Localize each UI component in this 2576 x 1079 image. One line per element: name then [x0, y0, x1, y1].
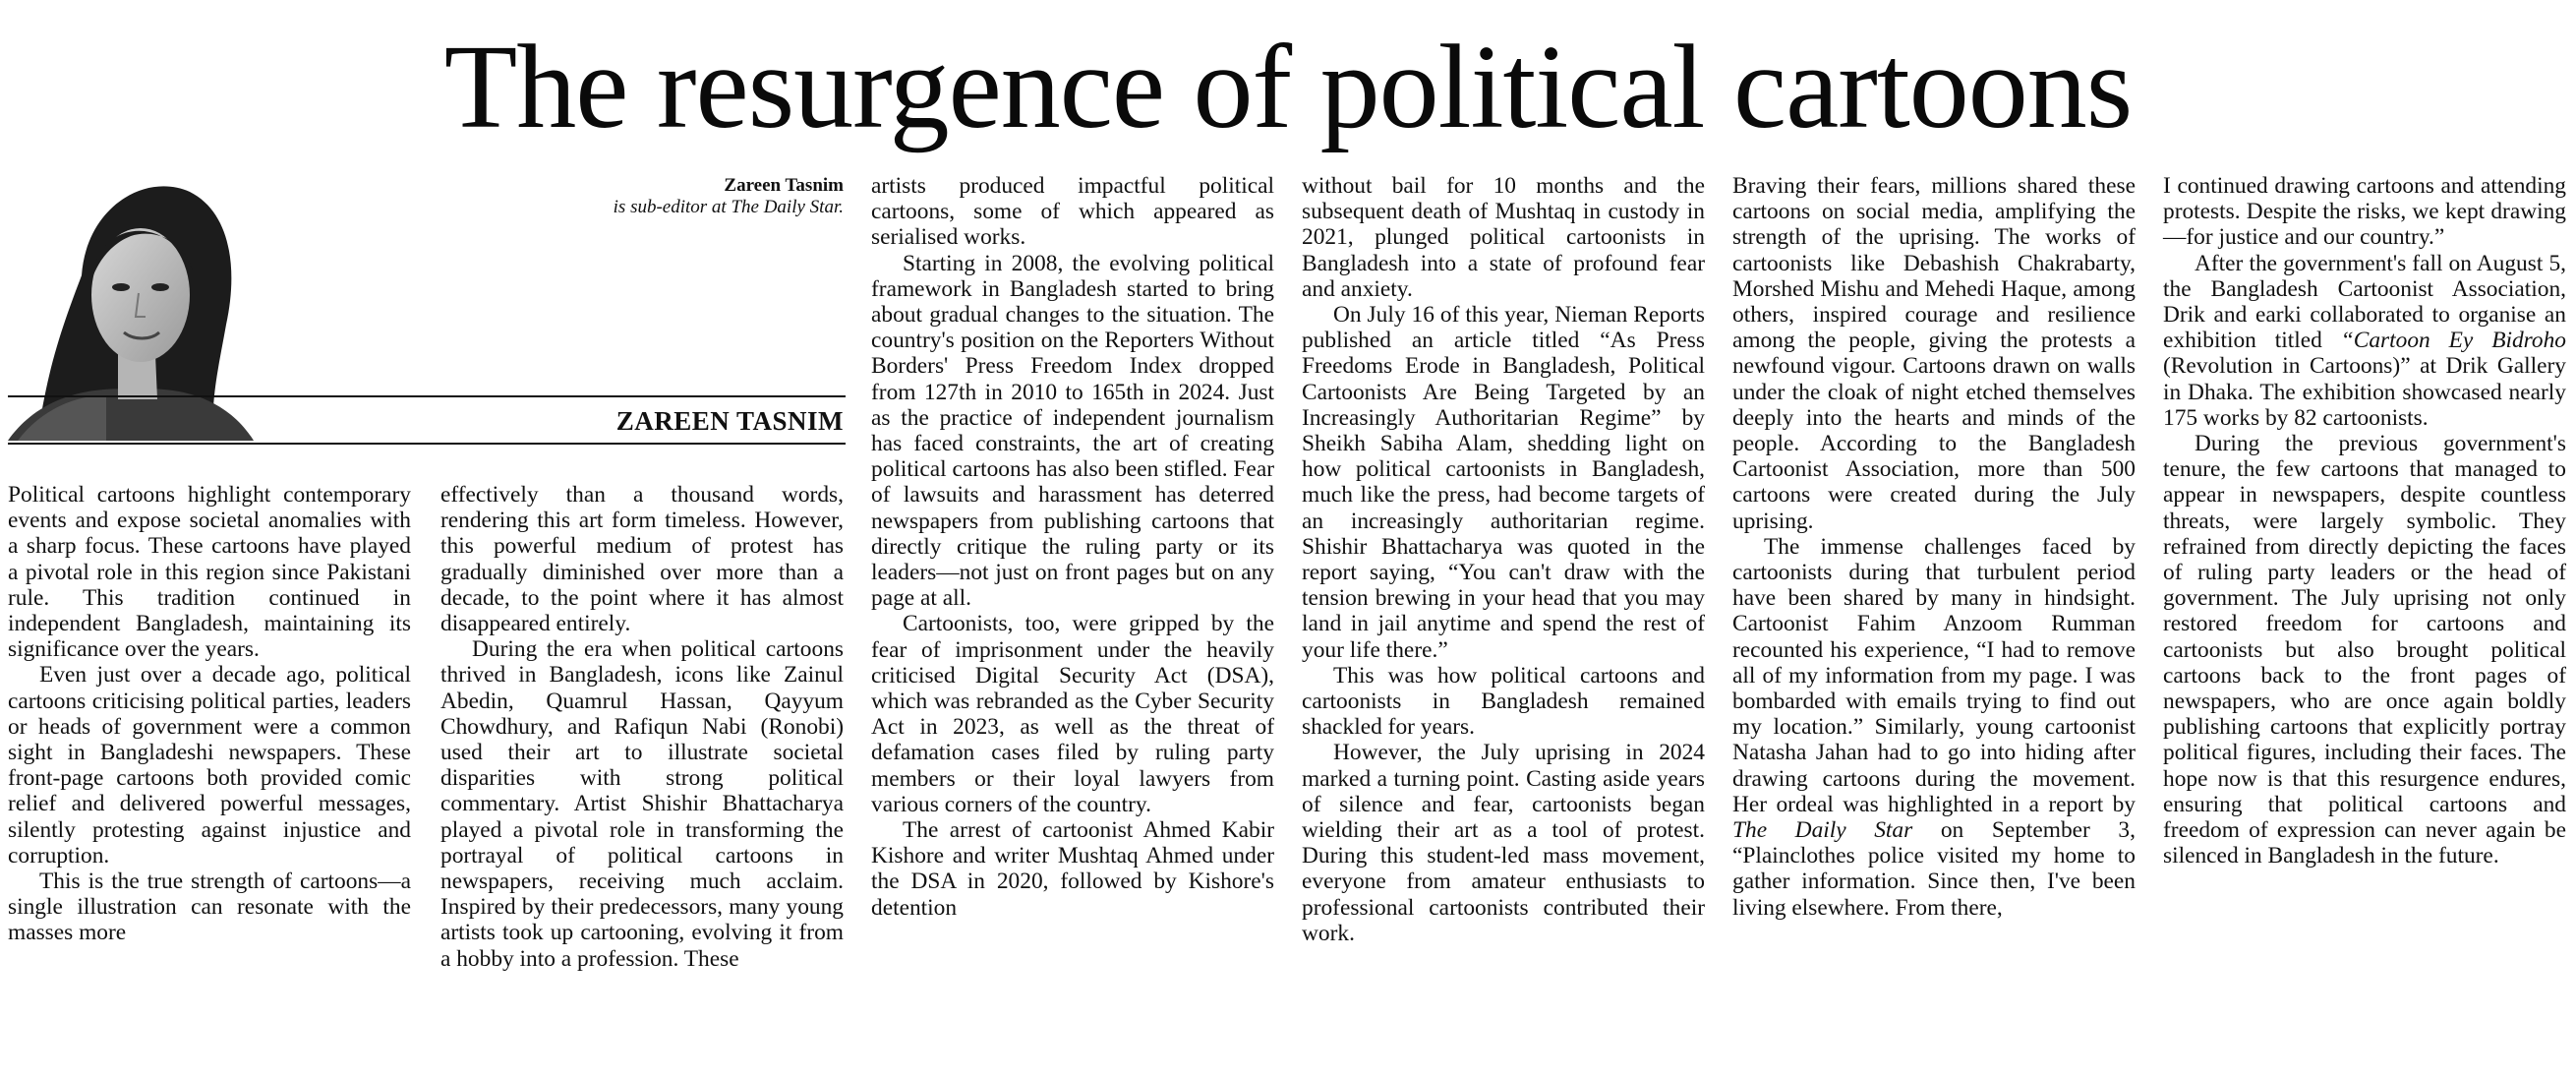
paragraph: During the previous government's tenure, the few cartoons that managed to appear in newspapers, despite countless threats, were largely symbolic. They refrained from directly depicting the faces of ruling party leaders or the head of government. The July uprising not only restored freedom for cartoons and cartoonists but also brought political cartoons back to the front pages of newspapers, who are once again boldly publishing cartoons that explicitly portray political figures, including their faces. The hope now is that this resurgence endures, ensuring that political cartoons and freedom of expression can never again be silenced in Bangladesh in the future.: [2163, 431, 2566, 869]
paragraph: without bail for 10 months and the subsequent death of Mushtaq in custody in 2021, plunged political cartoonists in Bangladesh into a state of profound fear and anxiety.: [1302, 173, 1705, 302]
paragraph: artists produced impactful political cartoons, some of which appeared as serialised works.: [871, 173, 1274, 251]
paragraph: Cartoonists, too, were gripped by the fear of imprisonment under the heavily criticised Digital Security Act (DSA), which was rebranded as the Cyber Security Act in 2023, as well as the threat of defamation cases filed by ruling party members or their loyal lawyers from various corners of the country.: [871, 611, 1274, 817]
paragraph: Political cartoons highlight contemporary events and expose societal anomalies with a sharp focus. These cartoons have played a pivotal role in this region since Pakistani rule. This tradition continued in independent Bangladesh, maintaining its significance over the years.: [8, 482, 411, 663]
paragraph: Starting in 2008, the evolving political framework in Bangladesh started to bring about gradual changes to the situation. The country's position on the Reporters Without Borders' Press Freedom Index dropped from 127th in 2010 to 165th in 2024. Just as the practice of independent journalism has faced constraints, the art of creating political cartoons has also been stifled. Fear of lawsuits and harassment has deterred newspapers from publishing cartoons that directly critique the ruling party or its leaders—not just on front pages but on any page at all.: [871, 250, 1274, 612]
paragraph: During the era when political cartoons thrived in Bangladesh, icons like Zainul Abedin, Quamrul Hassan, Qayyum Chowdhury, and Rafiqun Nabi (Ronobi) used their art to illustrate societal disparities with strong political commentary. Artist Shishir Bhattacharya played a pivotal role in transforming the portrayal of political cartoons in newspapers, receiving much acclaim. Inspired by their predecessors, many young artists took up cartooning, evolving it from a hobby into a profession. These: [440, 636, 844, 972]
article-column-6: [2163, 173, 2566, 869]
paragraph: Braving their fears, millions shared these cartoons on social media, amplifying the strength of the uprising. The works of cartoonists like Debashish Chakrabarty, Morshed Mishu and Mehedi Haque, among others, inspired courage and resilience among the people, giving the protests a newfound vigour. Cartoons drawn on walls under the cloak of night etched themselves deeply into the hearts and minds of the people. According to the Bangladesh Cartoonist Association, more than 500 cartoons were created during the July uprising.: [1732, 173, 2136, 534]
paragraph: Even just over a decade ago, political cartoons criticising political parties, leaders or heads of government were a common sight in Bangladeshi newspapers. These front-page cartoons both provided comic relief and delivered powerful messages, silently protesting against injustice and corruption.: [8, 662, 411, 869]
paragraph: [1732, 534, 2136, 921]
article-column-1: [8, 482, 411, 946]
author-box: [8, 167, 846, 445]
paragraph: [2163, 251, 2566, 431]
paragraph: effectively than a thousand words, rendering this art form timeless. However, this powerful medium of protest has gradually diminished over more than a decade, to the point where it has almost disappeared entirely.: [440, 482, 844, 637]
paragraph: On July 16 of this year, Nieman Reports published an article titled “As Press Freedoms Erode in Bangladesh, Political Cartoonists Are Being Targeted by an Increasingly Authoritarian Regime” by Sheikh Sabiha Alam, shedding light on how political cartoonists in Bangladesh, much like the press, had become targets of an increasingly authoritarian regime. Shishir Bhattacharya was quoted in the report saying, “You can't draw with the tension brewing in your head that you may land in jail anytime and spend the rest of your life there.”: [1302, 302, 1705, 663]
article-column-4: [1302, 173, 1705, 946]
paragraph-text: on September 3, “Plainclothes police visited my home to gather information. Since then, I've been living elsewhere. From there,: [1732, 817, 2136, 921]
article-column-5: [1732, 173, 2136, 921]
paragraph: However, the July uprising in 2024 marked a turning point. Casting aside years of silence and fear, cartoonists began wielding their art as a tool of protest. During this student-led mass movement, everyone from amateur enthusiasts to professional cartoonists contributed their work.: [1302, 740, 1705, 946]
paragraph: I continued drawing cartoons and attending protests. Despite the risks, we kept drawing—for justice and our country.”: [2163, 173, 2566, 251]
byline-role: is sub-editor at The Daily Star.: [613, 197, 844, 217]
author-photo: [8, 167, 263, 441]
author-rule-bottom: [8, 443, 846, 445]
author-rule: [8, 395, 846, 397]
paragraph: This was how political cartoons and cartoonists in Bangladesh remained shackled for years.: [1302, 662, 1705, 741]
headline: The resurgence of political cartoons: [443, 21, 2133, 153]
article-column-2: [440, 482, 844, 972]
paragraph-text: After the government's fall on August 5, the Bangladesh Cartoonist Association, Drik and earki collaborated to organise an exhibition titled: [2163, 250, 2566, 354]
byline-name-small: Zareen Tasnim: [724, 175, 844, 196]
publication-name: The Daily Star: [1732, 817, 1913, 844]
paragraph-text: The immense challenges faced by cartoonists during that turbulent period have been shared by many in hindsight. Cartoonist Fahim Anzoom Rumman recounted his experience, “I had to remove all of my information from my page. I was bombarded with emails trying to find out my location.” Similarly, young cartoonist Natasha Jahan had to go into hiding after drawing cartoons during the movement. Her ordeal was highlighted in a report by: [1732, 533, 2136, 817]
article-column-3: [871, 173, 1274, 921]
paragraph-text: (Revolution in Cartoons)” at Drik Gallery in Dhaka. The exhibition showcased nearly 175 works by 82 cartoonists.: [2163, 353, 2566, 431]
exhibition-title: “Cartoon Ey Bidroho: [2340, 328, 2566, 354]
byline-name-large: ZAREEN TASNIM: [615, 406, 844, 436]
paragraph: This is the true strength of cartoons—a single illustration can resonate with the masses more: [8, 869, 411, 946]
paragraph: The arrest of cartoonist Ahmed Kabir Kishore and writer Mushtaq Ahmed under the DSA in 2020, followed by Kishore's detention: [871, 817, 1274, 921]
byline-credit: [614, 175, 844, 218]
